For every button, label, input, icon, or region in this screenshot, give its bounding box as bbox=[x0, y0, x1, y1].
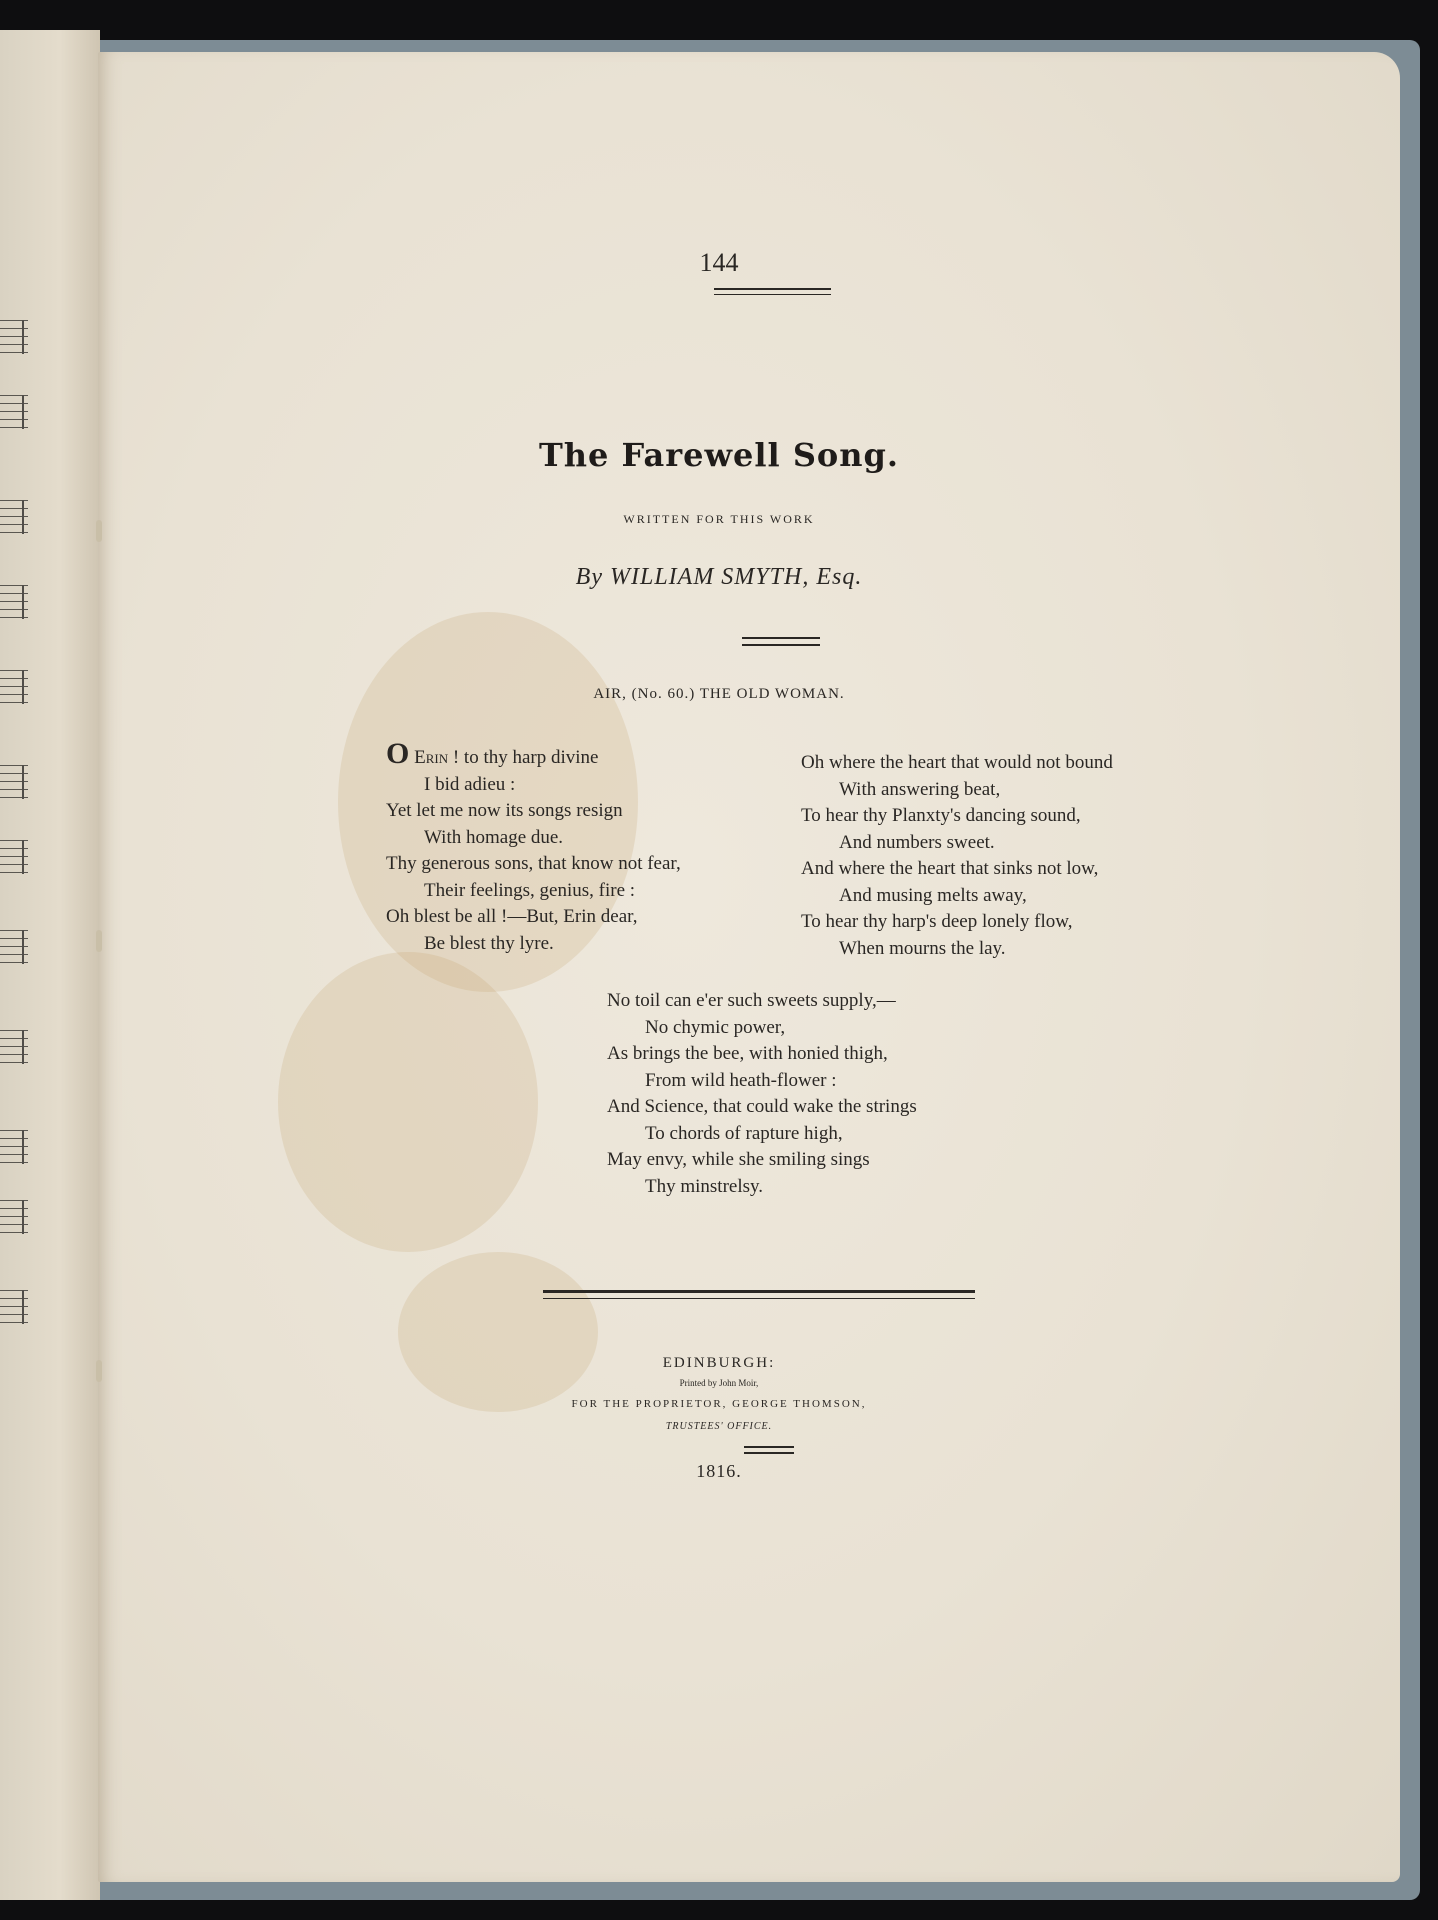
stanza-line: When mourns the lay. bbox=[839, 937, 1006, 959]
stanza-line: And Science, that could wake the strings bbox=[607, 1096, 917, 1117]
stanza-line: Oh blest be all !—But, Erin dear, bbox=[386, 906, 638, 927]
stanza-line: Yet let me now its songs resign bbox=[386, 800, 623, 821]
stanza-1 bbox=[386, 737, 681, 957]
stanza-line: O Erin ! to thy harp divine bbox=[386, 737, 599, 770]
title-rule bbox=[742, 637, 820, 646]
stanza-line: From wild heath-flower : bbox=[645, 1069, 837, 1091]
stanza-line: As brings the bee, with honied thigh, bbox=[607, 1043, 888, 1064]
spine-stitch bbox=[96, 930, 102, 952]
air-line: AIR, (No. 60.) THE OLD WOMAN. bbox=[593, 686, 845, 702]
stanza-line: And where the heart that sinks not low, bbox=[801, 858, 1099, 879]
stanza-line: With answering beat, bbox=[839, 778, 1001, 800]
stanza-line: To hear thy Planxty's dancing sound, bbox=[801, 805, 1081, 826]
stanza-line: With homage due. bbox=[424, 826, 564, 848]
stanza-line: And numbers sweet. bbox=[839, 831, 995, 853]
author-line: By WILLIAM SMYTH, Esq. bbox=[575, 564, 863, 590]
imprint-year: 1816. bbox=[696, 1461, 742, 1481]
stanza-line: No toil can e'er such sweets supply,— bbox=[607, 990, 896, 1011]
imprint-proprietor: FOR THE PROPRIETOR, GEORGE THOMSON, bbox=[571, 1398, 867, 1410]
stanza-line: Thy minstrelsy. bbox=[645, 1175, 764, 1197]
stanza-line: Their feelings, genius, fire : bbox=[424, 879, 636, 901]
stanza-line: To chords of rapture high, bbox=[645, 1122, 843, 1144]
stanza-line: Be blest thy lyre. bbox=[424, 932, 554, 954]
facing-page-music bbox=[0, 30, 100, 1900]
stanza-2 bbox=[801, 750, 1113, 962]
footer-rule bbox=[543, 1290, 975, 1299]
imprint-rule bbox=[744, 1446, 794, 1454]
page-number: 144 bbox=[699, 248, 739, 277]
header-rule bbox=[714, 288, 831, 295]
stanza-3 bbox=[607, 988, 917, 1200]
stanza-line: No chymic power, bbox=[645, 1016, 786, 1038]
imprint-office: TRUSTEES' OFFICE. bbox=[665, 1421, 773, 1432]
subtitle: WRITTEN FOR THIS WORK bbox=[623, 512, 815, 526]
imprint-printer: Printed by John Moir, bbox=[679, 1378, 759, 1388]
stanza-line: And musing melts away, bbox=[839, 884, 1027, 906]
stanza-line: Oh where the heart that would not bound bbox=[801, 752, 1113, 773]
book-page bbox=[98, 52, 1400, 1882]
stanza-line: May envy, while she smiling sings bbox=[607, 1149, 870, 1170]
stanza-line: To hear thy harp's deep lonely flow, bbox=[801, 911, 1073, 932]
song-title: The Farewell Song. bbox=[538, 436, 900, 474]
drop-cap: O bbox=[386, 737, 410, 770]
stanza-line: Thy generous sons, that know not fear, bbox=[386, 853, 681, 874]
imprint-city: EDINBURGH: bbox=[662, 1355, 776, 1371]
stanza-line: I bid adieu : bbox=[424, 773, 516, 795]
